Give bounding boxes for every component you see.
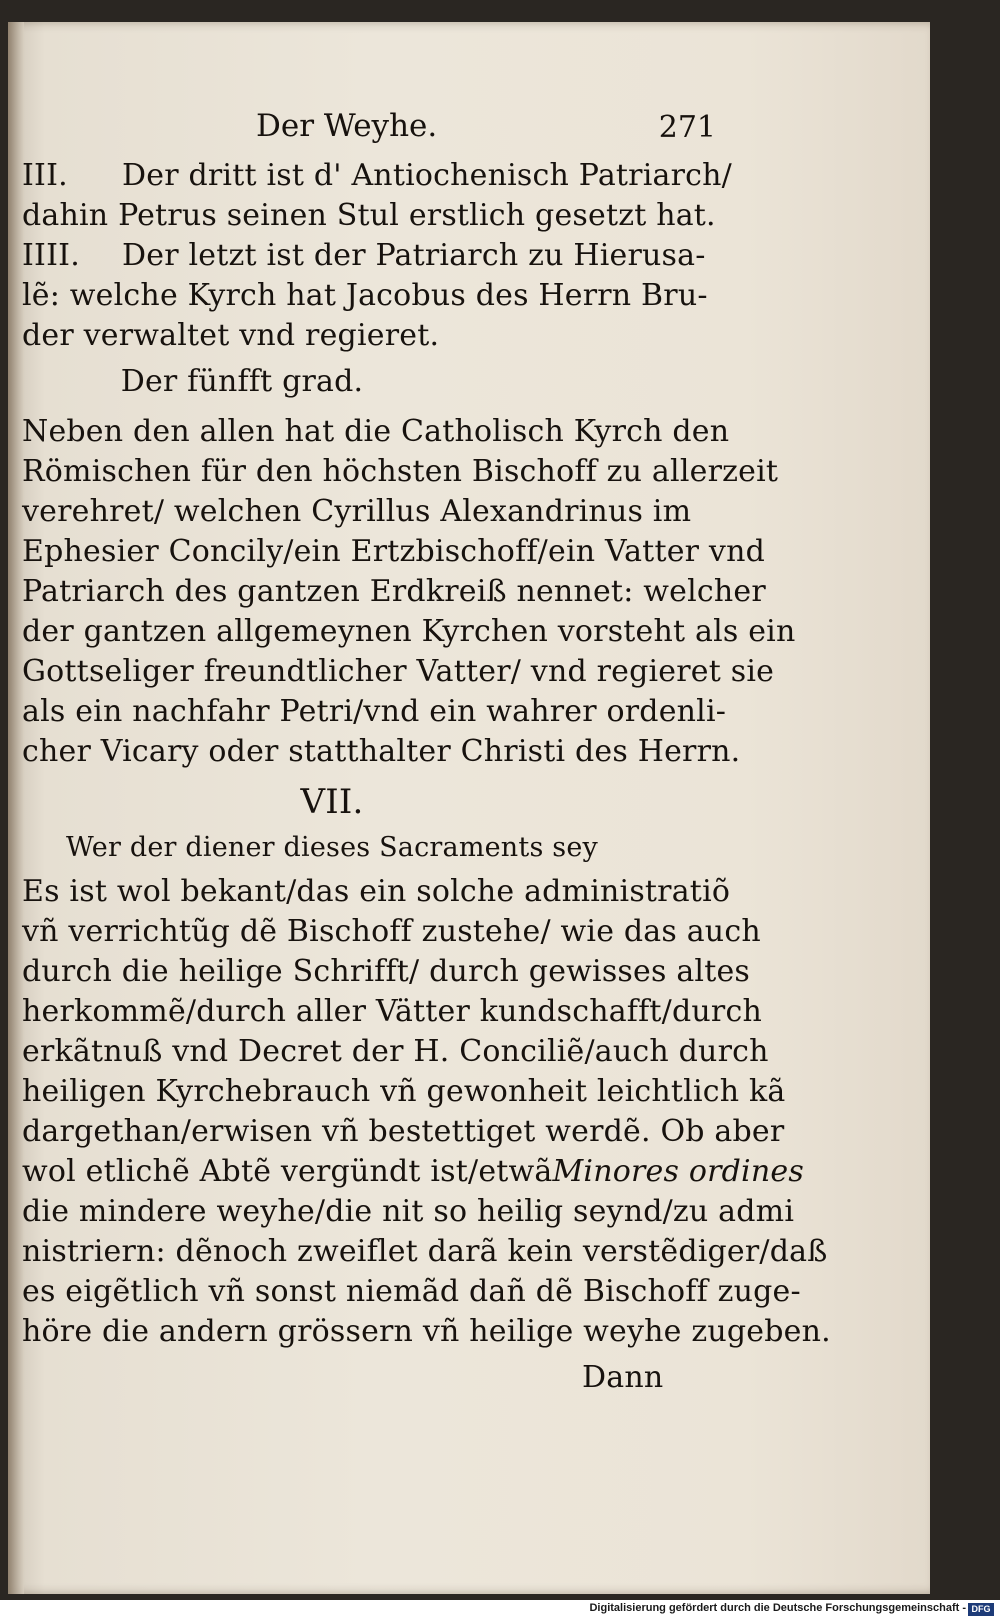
paragraph-line: verehret/ welchen Cyrillus Alexandrinus im bbox=[22, 494, 692, 529]
text-line: III. Der dritt ist d' Antiochenisch Patriarch/ bbox=[22, 156, 732, 196]
paragraph-line: heiligen Kyrchebrauch vñ gewonheit leichtlich kã bbox=[22, 1074, 786, 1109]
text-line: IIII. Der letzt ist der Patriarch zu Hierusa- bbox=[22, 236, 706, 276]
paragraph-line: als ein nachfahr Petri/vnd ein wahrer ordenli- bbox=[22, 694, 727, 729]
section-numeral: IIII. bbox=[22, 238, 80, 273]
paragraph-line: höre die andern grössern vñ heilige weyhe zugeben. bbox=[22, 1314, 831, 1349]
footer-bar bbox=[0, 1600, 1000, 1620]
text-line: dahin Petrus seinen Stul erstlich gesetzt hat. bbox=[22, 198, 716, 233]
paragraph-line: der gantzen allgemeynen Kyrchen vorsteht als ein bbox=[22, 614, 796, 649]
paragraph-line: Römischen für den höchsten Bischoff zu allerzeit bbox=[22, 454, 779, 489]
paragraph-line: herkommẽ/durch aller Vätter kundschafft/durch bbox=[22, 994, 762, 1029]
page-header bbox=[256, 108, 716, 152]
paragraph-line: dargethan/erwisen vñ bestettiget werdẽ. Ob aber bbox=[22, 1114, 785, 1149]
paragraph-line: erkãtnuß vnd Decret der H. Conciliẽ/auch durch bbox=[22, 1034, 769, 1069]
paragraph-line: durch die heilige Schrifft/ durch gewisses altes bbox=[22, 954, 751, 989]
dfg-logo: DFG bbox=[968, 1603, 994, 1616]
running-head: Der Weyhe. bbox=[256, 108, 438, 144]
catchword: Dann bbox=[582, 1360, 664, 1395]
section-numeral: III. bbox=[22, 158, 68, 193]
paragraph-line: die mindere weyhe/die nit so heilig seynd/zu admi bbox=[22, 1194, 795, 1229]
paragraph-line: es eigẽtlich vñ sonst niemãd dañ dẽ Bischoff zuge- bbox=[22, 1274, 801, 1309]
text-line: der verwaltet vnd regieret. bbox=[22, 318, 440, 353]
funding-credit: Digitalisierung gefördert durch die Deutsche Forschungsgemeinschaft - bbox=[589, 1602, 966, 1614]
section-title: Wer der diener dieses Sacraments sey bbox=[66, 832, 598, 863]
subheading: Der fünfft grad. bbox=[120, 364, 364, 399]
paragraph-line: Es ist wol bekant/das ein solche administratiõ bbox=[22, 874, 731, 909]
paragraph-line: vñ verrichtũg dẽ Bischoff zustehe/ wie das auch bbox=[22, 914, 761, 949]
text-line: lẽ: welche Kyrch hat Jacobus des Herrn Bru- bbox=[22, 278, 708, 313]
paragraph-line: Patriarch des gantzen Erdkreiß nennet: welcher bbox=[22, 574, 766, 609]
page-number: 271 bbox=[658, 110, 716, 145]
paragraph-line: wol etlichẽ Abtẽ vergündt ist/etwãMinores ordines bbox=[22, 1154, 804, 1189]
paragraph-line: nistriern: dẽnoch zweiflet darã kein verstẽdiger/daß bbox=[22, 1234, 828, 1269]
paragraph-line: cher Vicary oder statthalter Christi des Herrn. bbox=[22, 734, 741, 769]
paragraph-line: Gottseliger freundtlicher Vatter/ vnd regieret sie bbox=[22, 654, 775, 689]
paragraph-line: Neben den allen hat die Catholisch Kyrch den bbox=[22, 414, 730, 449]
book-page bbox=[8, 22, 930, 1594]
latin-phrase: Minores ordines bbox=[552, 1154, 804, 1189]
paragraph-line: Ephesier Concily/ein Ertzbischoff/ein Vatter vnd bbox=[22, 534, 766, 569]
section-number: VII. bbox=[300, 782, 364, 822]
